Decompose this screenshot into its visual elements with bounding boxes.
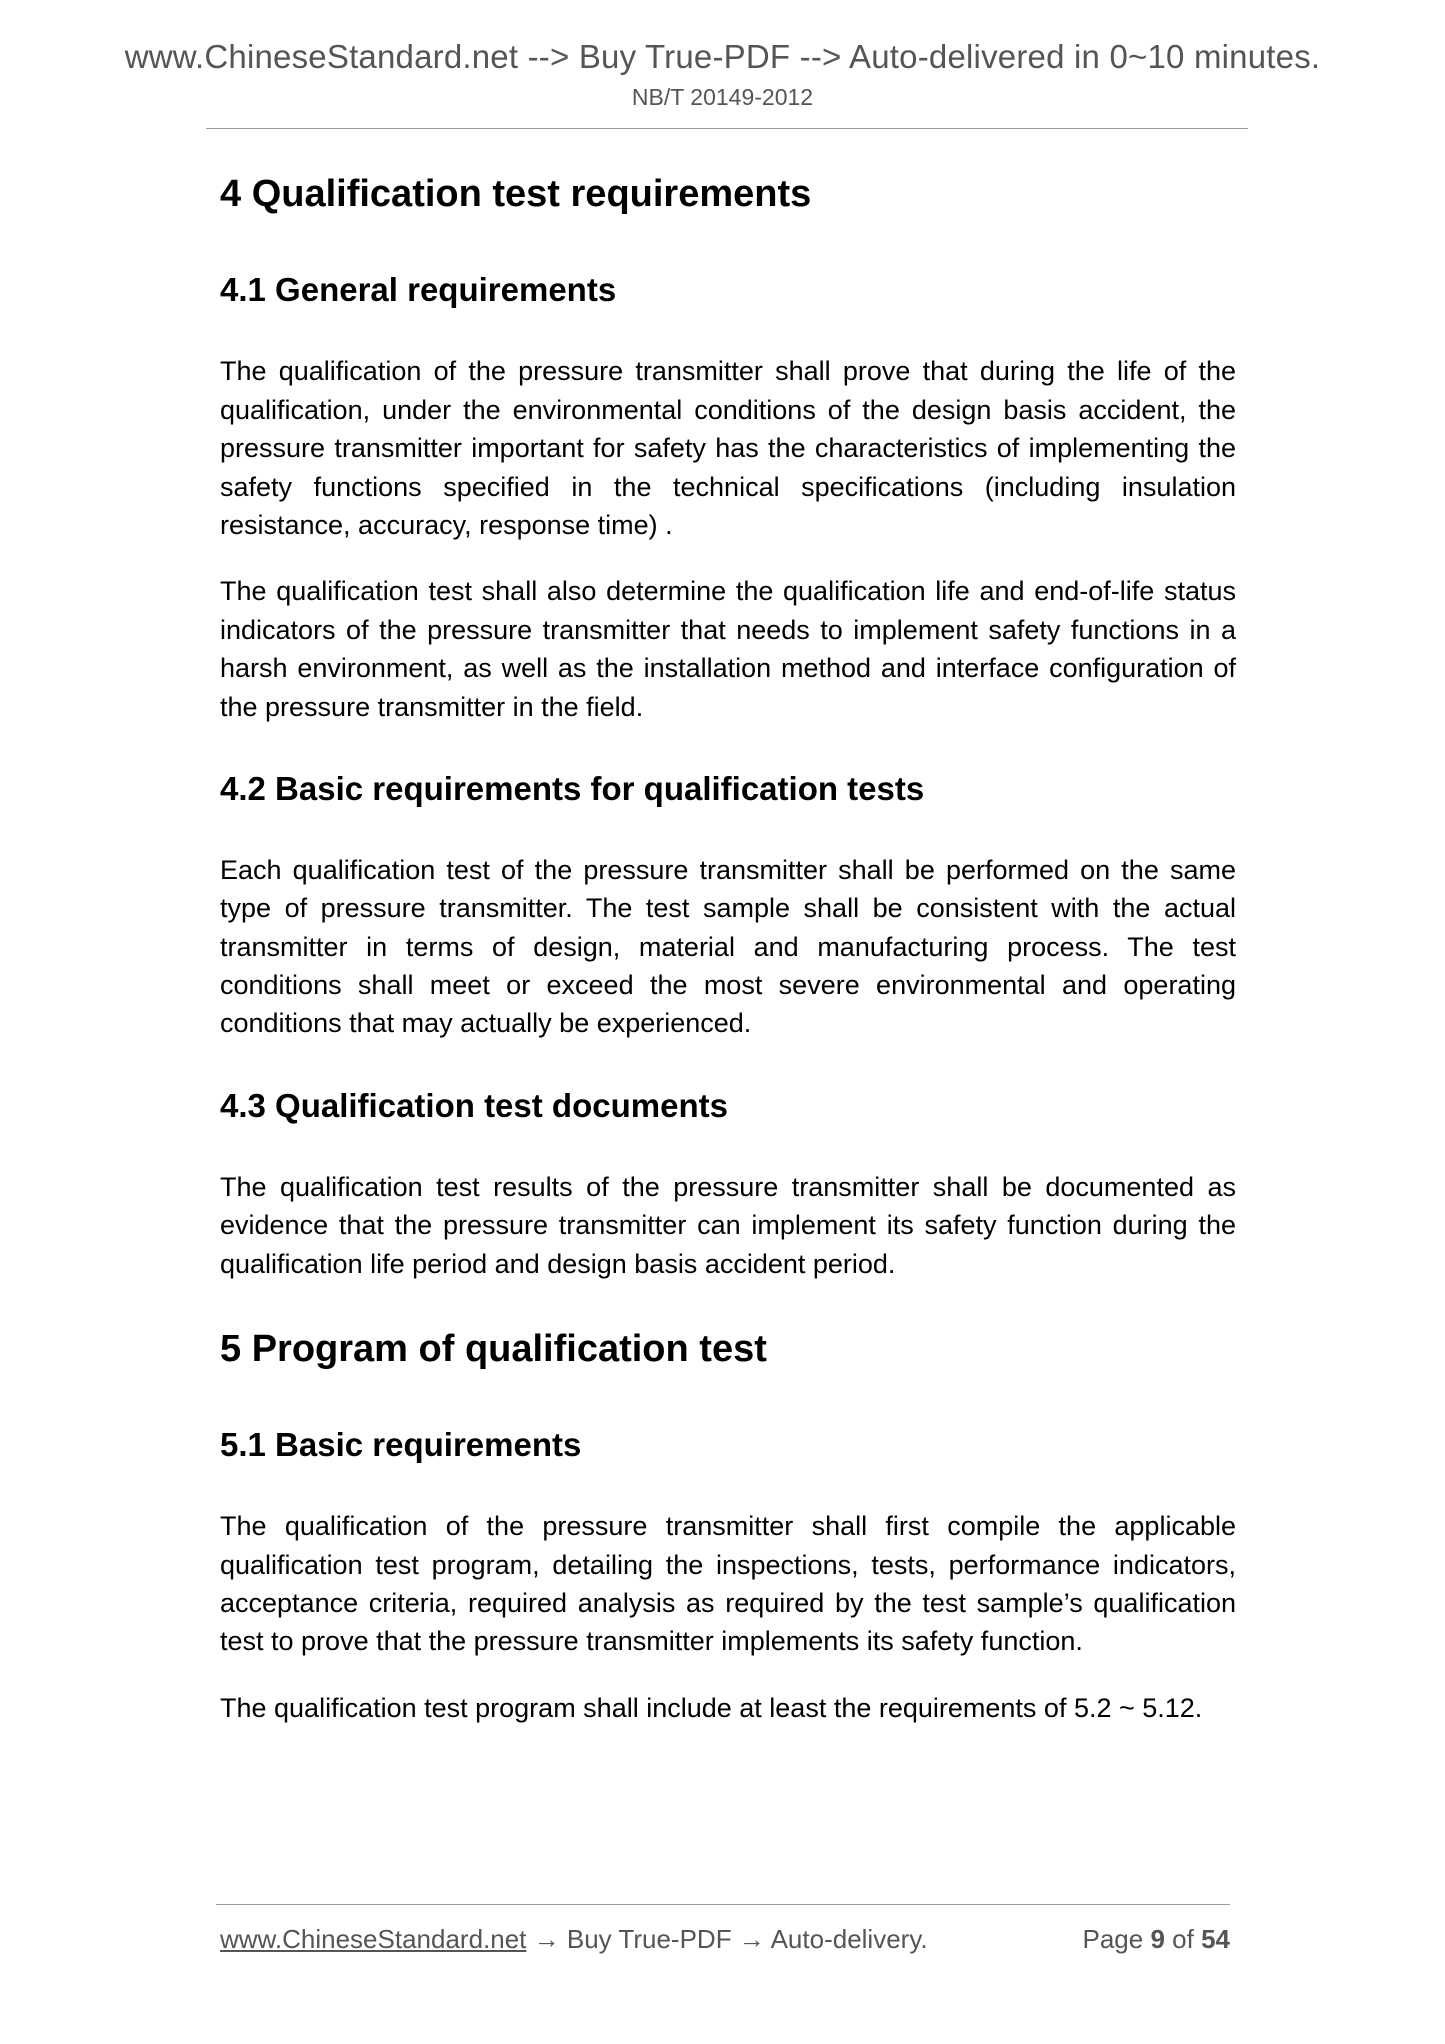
section-4-2-paragraph-1: Each qualification test of the pressure transmitter shall be performed on the same type of pressure transmitter. The test sample shall be consistent with the actual transmitter in terms of design, material and manufacturing process. The test conditions shall meet or exceed the most severe environmental and operating conditions that may actually be experienced. [220, 854, 1236, 1039]
footer-left [220, 1924, 928, 1955]
section-4-3-paragraph-1: The qualification test results of the pressure transmitter shall be documented as evidence that the pressure transmitter can implement its safety function during the qualification life period and design basis accident period. [220, 1171, 1236, 1279]
section-4-1-heading: 4.1 General requirements [220, 271, 617, 309]
page-number: 9 [1150, 1924, 1165, 1954]
footer-site-link[interactable]: www.ChineseStandard.net [220, 1924, 527, 1954]
page-content [220, 170, 1236, 1755]
section-4-2-heading: 4.2 Basic requirements for qualification tests [220, 769, 925, 807]
footer-delivery-text: → Buy True-PDF → Auto-delivery. [533, 1924, 928, 1954]
section-4-1-paragraph-1: The qualification of the pressure transmitter shall prove that during the life of the qualification, under the environmental conditions of the design basis accident, the pressure transmitter important for safety has the characteristics of implementing the safety functions specified in the technical specifications (including insulation resistance, accuracy, response time) . [220, 356, 1236, 540]
section-4-1-paragraph-2: The qualification test shall also determine the qualification life and end-of-life status indicators of the pressure transmitter that needs to implement safety functions in a harsh environment, as well as the installation method and interface configuration of the pressure transmitter in the field. [220, 576, 1236, 722]
standard-number: NB/T 20149-2012 [631, 84, 814, 110]
of-label: of [1172, 1924, 1194, 1954]
header-divider [206, 128, 1248, 129]
section-4-3-heading: 4.3 Qualification test documents [220, 1086, 728, 1124]
page-label: Page [1082, 1924, 1144, 1954]
section-5-heading: 5 Program of qualification test [220, 1327, 767, 1370]
footer-divider [216, 1904, 1230, 1905]
top-banner: www.ChineseStandard.net --> Buy True-PDF --> Auto-delivered in 0~10 minutes. [124, 38, 1321, 75]
section-5-1-heading: 5.1 Basic requirements [220, 1426, 582, 1464]
section-5-1-paragraph-2: The qualification test program shall include at least the requirements of 5.2 ~ 5.12. [220, 1692, 1203, 1723]
section-5-1-paragraph-1: The qualification of the pressure transmitter shall first compile the applicable qualification test program, detailing the inspections, tests, performance indicators, acceptance criteria, required analysis as required by the test sample’s qualification test to prove that the pressure transmitter implements its safety function. [220, 1511, 1236, 1657]
section-4-heading: 4 Qualification test requirements [220, 173, 812, 215]
total-pages: 54 [1201, 1924, 1230, 1954]
page-indicator [1082, 1924, 1230, 1955]
